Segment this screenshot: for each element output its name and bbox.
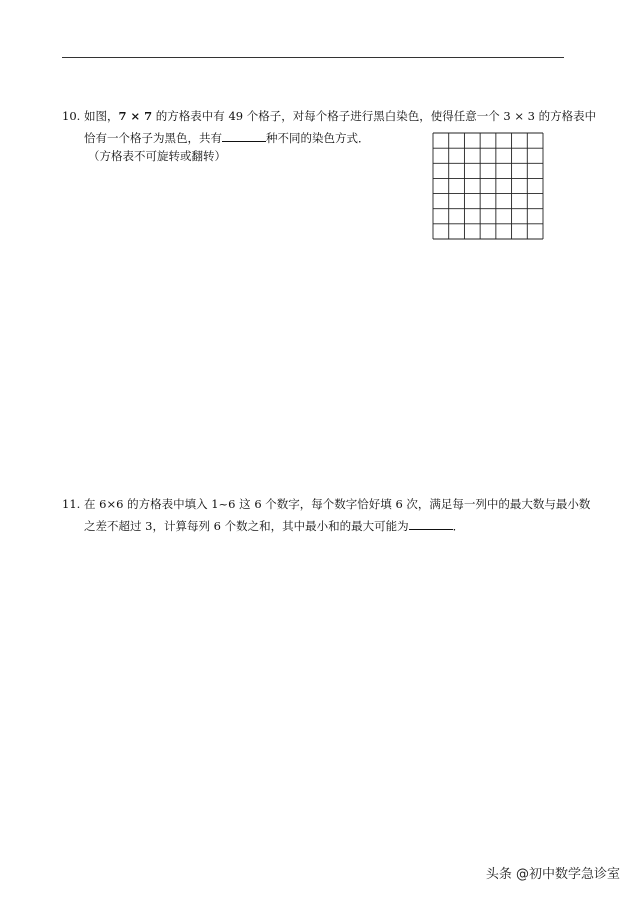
problem-note: （方格表不可旋转或翻转）	[88, 149, 226, 163]
problem-text-line-2: 之差不超过 3，计算每列 6 个数之和，其中最小和的最大可能为 ．	[84, 519, 465, 533]
problem-number: 10.	[62, 109, 81, 123]
7x7-grid-figure	[432, 132, 544, 240]
header-rule	[62, 57, 564, 58]
problem-text-line-2: 恰有一个格子为黑色，共有 种不同的染色方式．	[84, 131, 370, 145]
problem-number: 11.	[62, 497, 81, 511]
problem-text-line-1: 在 6×6 的方格表中填入 1~6 这 6 个数字，每个数字恰好填 6 次，满足每一列中的最大数与最小数	[84, 497, 591, 511]
watermark: 头条 @初中数学急诊室	[485, 867, 620, 882]
answer-blank	[222, 129, 266, 142]
problem-text-line-1: 如图，7 × 7 的方格表中有 49 个格子，对每个格子进行黑白染色，使得任意一个 3 × 3 的方格表中	[84, 109, 597, 123]
answer-blank	[409, 517, 453, 530]
grid-size-text: 7 × 7	[118, 109, 153, 123]
